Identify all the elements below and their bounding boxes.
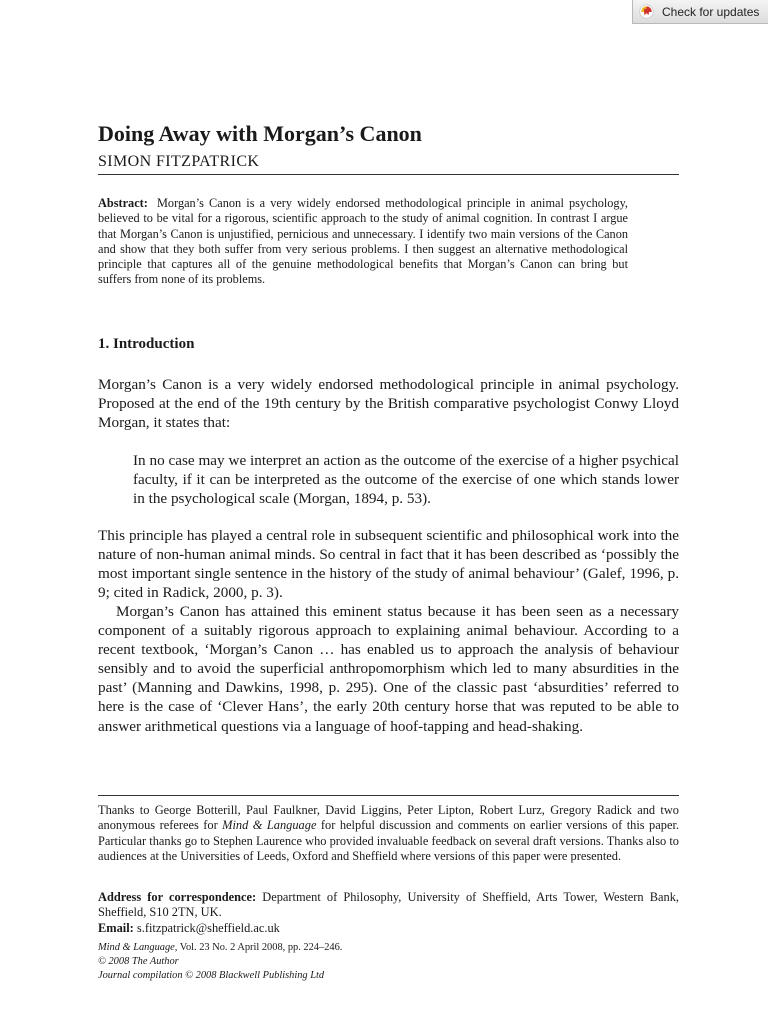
paragraph-2: This principle has played a central role in subsequent scientific and philosophical work into the nature of non-human animal minds. So central in fact that it has been described as ‘possibly the most important single sentence in the history of the study of animal behaviour’ (Galef, 1996, p. 9; cited in Radick, 2000, p. 3). bbox=[98, 527, 679, 602]
article-title: Doing Away with Morgan’s Canon bbox=[98, 121, 422, 146]
abstract bbox=[98, 196, 628, 288]
citation-volume: Vol. 23 No. 2 April 2008, pp. 224–246. bbox=[177, 942, 343, 953]
address-text: Department of Philosophy, University of Sheffield, Arts Tower, Western Bank, Sheffield, S10 2TN, UK. bbox=[98, 890, 679, 920]
thanks-text-a: Thanks to George Botterill, Paul Faulkner, David Liggins, Peter Lipton, Robert Lurz, Gregory Radick and two anonymous referees for bbox=[98, 803, 679, 833]
thanks-journal-name: Mind & Language bbox=[222, 818, 317, 833]
abstract-label: Abstract: bbox=[98, 196, 148, 210]
acknowledgements-footnote bbox=[98, 803, 679, 864]
email-label: Email: bbox=[98, 920, 134, 935]
check-for-updates-button[interactable] bbox=[632, 0, 768, 24]
footnote-divider bbox=[98, 795, 679, 796]
citation-journal-name: Mind & Language, bbox=[98, 942, 178, 953]
correspondence-footnote bbox=[98, 890, 679, 936]
address-label: Address for correspondence: bbox=[98, 890, 257, 904]
abstract-text: Morgan’s Canon is a very widely endorsed methodological principle in animal psychology, believed to be vital for a rigorous, scientific approach to the study of animal cognition. In contrast I argue that Morgan’s Canon is unjustified, pernicious and unnecessary. I identify two main versions of the Canon and show that they both suffer from very serious problems. I then suggest an alternative methodological principle that captures all of the genuine methodological benefits that Morgan’s Canon can bring but suffers from none of its problems. bbox=[98, 196, 629, 287]
citation-line bbox=[98, 941, 498, 955]
block-quote: In no case may we interpret an action as the outcome of the exercise of a higher psychical faculty, if it can be interpreted as the outcome of the exercise of one which stands lower in the psychological scale (Morgan, 1894, p. 53). bbox=[133, 452, 679, 508]
email-link[interactable]: s.fitzpatrick@sheffield.ac.uk bbox=[133, 920, 280, 935]
article-author: SIMON FITZPATRICK bbox=[98, 153, 260, 170]
paragraph-3: Morgan’s Canon has attained this eminent status because it has been seen as a necessary component of a suitably rigorous approach to explaining animal behaviour. According to a recent textbook, ‘Morgan’s Canon … has enabled us to approach the analysis of behaviour sensibly and to avoid the superficial anthropomorphism which led to many absurdities in the past’ (Manning and Dawkins, 1998, p. 295). One of the classic past ‘absurdities’ referred to here is the case of ‘Clever Hans’, the early 20th century horse that was reputed to be able to answer arithmetical questions via a language of hoof-tapping and head-shaking. bbox=[98, 603, 679, 735]
thanks-text-b: for helpful discussion and comments on earlier versions of this paper. Particular thanks go to Stephen Laurence who provided invaluable feedback on several draft versions. Thanks also to audiences at the Universities of Leeds, Oxford and Sheffield where versions of this paper were presented. bbox=[98, 818, 679, 863]
check-for-updates-label: Check for updates bbox=[662, 4, 760, 19]
compilation-line: Journal compilation © 2008 Blackwell Publishing Ltd bbox=[98, 970, 325, 981]
section-heading: 1. Introduction bbox=[98, 336, 195, 352]
journal-citation bbox=[98, 941, 498, 983]
paragraph-1: Morgan’s Canon is a very widely endorsed methodological principle in animal psychology. Proposed at the end of the 19th century by the British comparative psychologist Conwy Lloyd Morgan, it states that: bbox=[98, 376, 679, 432]
title-divider bbox=[98, 174, 679, 175]
check-updates-icon bbox=[639, 4, 654, 19]
copyright-line: © 2008 The Author bbox=[98, 956, 179, 967]
